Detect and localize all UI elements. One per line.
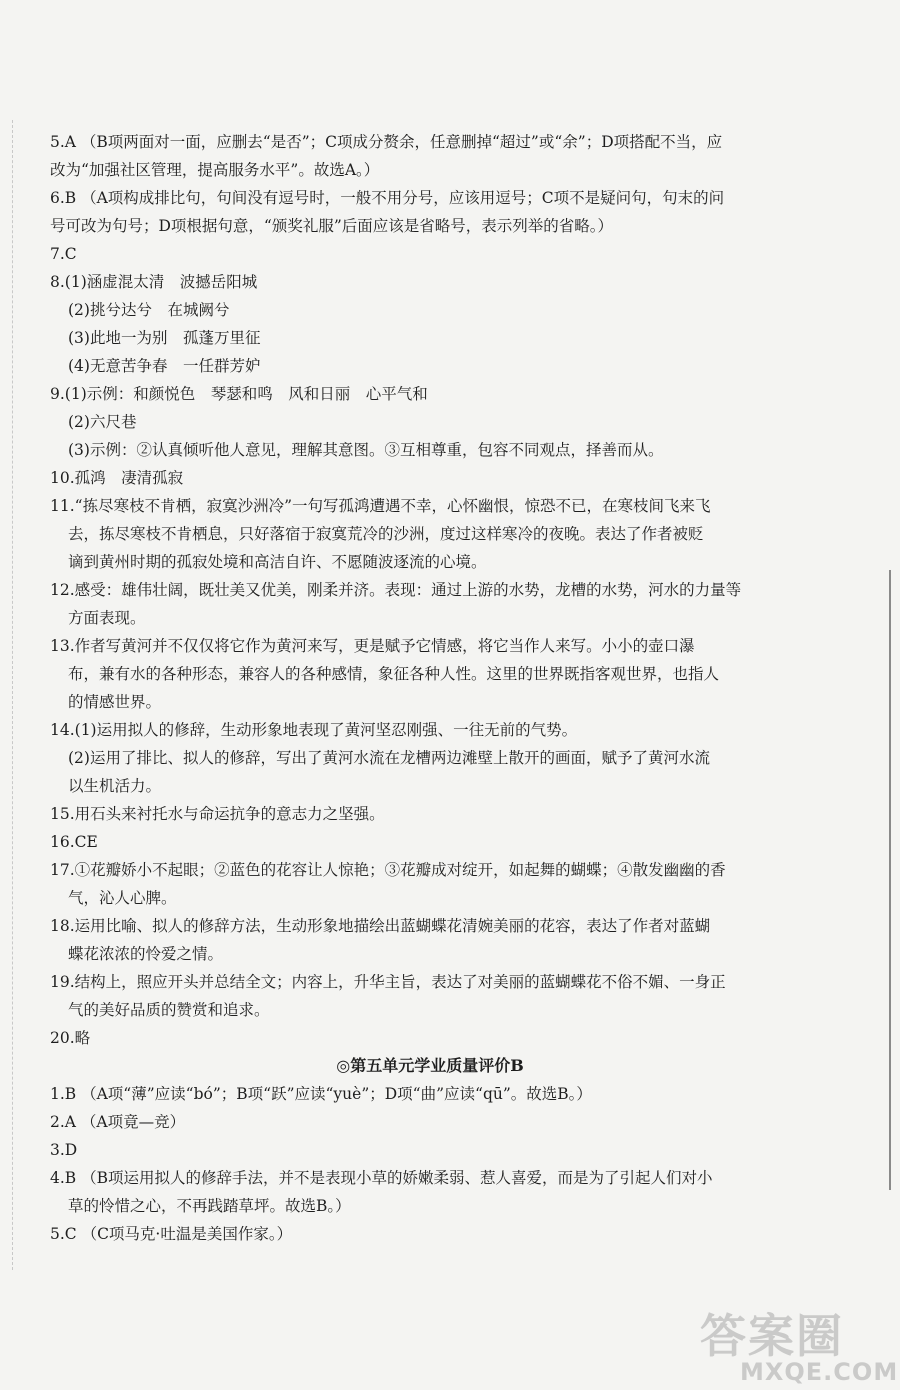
answer-8-part-1: 8.(1)涵虚混太清 波撼岳阳城 xyxy=(50,273,258,291)
answer-8-part-2: (2)挑兮达兮 在城阙兮 xyxy=(68,301,230,319)
answer-20: 20.略 xyxy=(50,1029,91,1047)
answer-9-part-1: 9.(1)示例：和颜悦色 琴瑟和鸣 风和日丽 心平气和 xyxy=(50,385,428,403)
answer-7: 7.C xyxy=(50,245,77,263)
watermark-logo-text: 答案圈 xyxy=(700,1309,844,1363)
answer-11-line-1: 11.“拣尽寒枝不肯栖，寂寞沙洲冷”一句写孤鸿遭遇不幸，心怀幽恨，惊恐不已，在寒枝间飞来飞 xyxy=(50,497,711,515)
answer-19-line-1: 19.结构上，照应开头并总结全文；内容上，升华主旨，表达了对美丽的蓝蝴蝶花不俗不媚、一身正 xyxy=(50,973,726,991)
answer-12-line-1: 12.感受：雄伟壮阔，既壮美又优美，刚柔并济。表现：通过上游的水势，龙槽的水势，河水的力量等 xyxy=(50,581,742,599)
answer-11-line-2: 去，拣尽寒枝不肯栖息，只好落宿于寂寞荒冷的沙洲，度过这样寒冷的夜晚。表达了作者被贬 xyxy=(68,525,704,543)
section-b-answer-1: 1.B （A项“薄”应读“bó”；B项“跃”应读“yuè”；D项“曲”应读“qū”。故选B。） xyxy=(50,1085,592,1103)
site-watermark xyxy=(700,1300,900,1390)
answer-5-line-1: 5.A （B项两面对一面，应删去“是否”；C项成分赘余，任意删掉“超过”或“余”；D项搭配不当，应 xyxy=(50,133,723,151)
answer-6-line-1: 6.B （A项构成排比句，句间没有逗号时，一般不用分号，应该用逗号；C项不是疑问句，句末的问 xyxy=(50,189,725,207)
answer-17-line-2: 气，沁人心脾。 xyxy=(68,889,177,907)
answer-17-line-1: 17.①花瓣娇小不起眼；②蓝色的花容让人惊艳；③花瓣成对绽开，如起舞的蝴蝶；④散发幽幽的香 xyxy=(50,861,726,879)
answer-19-line-2: 气的美好品质的赞赏和追求。 xyxy=(68,1001,270,1019)
section-b-answer-3: 3.D xyxy=(50,1141,78,1159)
answer-18-line-1: 18.运用比喻、拟人的修辞方法，生动形象地描绘出蓝蝴蝶花清婉美丽的花容，表达了作者对蓝蝴 xyxy=(50,917,711,935)
answer-14-part-2-line-1: (2)运用了排比、拟人的修辞，写出了黄河水流在龙槽两边滩壁上散开的画面，赋予了黄河水流 xyxy=(68,749,710,767)
answer-8-part-3: (3)此地一为别 孤蓬万里征 xyxy=(68,329,261,347)
answer-14-part-1: 14.(1)运用拟人的修辞，生动形象地表现了黄河坚忍刚强、一往无前的气势。 xyxy=(50,721,578,739)
binding-margin-line xyxy=(12,120,13,1270)
section-heading: ◎第五单元学业质量评价B xyxy=(336,1056,524,1075)
answer-12-line-2: 方面表现。 xyxy=(68,609,146,627)
answer-9-part-2: (2)六尺巷 xyxy=(68,413,137,431)
answer-15: 15.用石头来衬托水与命运抗争的意志力之坚强。 xyxy=(50,805,385,823)
section-b-answer-2: 2.A （A项竟—竞） xyxy=(50,1113,186,1131)
answer-key-content xyxy=(50,128,810,1248)
answer-5-line-2: 改为“加强社区管理，提高服务水平”。故选A。） xyxy=(50,161,380,179)
section-b-answer-5: 5.C （C项马克·吐温是美国作家。） xyxy=(50,1225,293,1243)
answer-6-line-2: 号可改为句号；D项根据句意，“颁奖礼服”后面应该是省略号，表示列举的省略。） xyxy=(50,217,614,235)
answer-16: 16.CE xyxy=(50,833,98,851)
answer-11-line-3: 谪到黄州时期的孤寂处境和高洁自许、不愿随波逐流的心境。 xyxy=(68,553,487,571)
page-edge-rule xyxy=(889,570,891,1190)
answer-13-line-1: 13.作者写黄河并不仅仅将它作为黄河来写，更是赋予它情感，将它当作人来写。小小的壶口瀑 xyxy=(50,637,695,655)
answer-14-part-2-line-2: 以生机活力。 xyxy=(68,777,162,795)
watermark-url: MXQE.COM xyxy=(740,1358,899,1386)
answer-10: 10.孤鸿 凄清孤寂 xyxy=(50,469,184,487)
section-b-answer-4-line-2: 草的怜惜之心，不再践踏草坪。故选B。） xyxy=(68,1197,351,1215)
answer-9-part-3: (3)示例：②认真倾听他人意见，理解其意图。③互相尊重，包容不同观点，择善而从。 xyxy=(68,441,664,459)
answer-8-part-4: (4)无意苦争春 一任群芳妒 xyxy=(68,357,261,375)
answer-18-line-2: 蝶花浓浓的怜爱之情。 xyxy=(68,945,224,963)
section-b-answer-4-line-1: 4.B （B项运用拟人的修辞手法，并不是表现小草的娇嫩柔弱、惹人喜爱，而是为了引起人们对小 xyxy=(50,1169,713,1187)
answer-13-line-3: 的情感世界。 xyxy=(68,693,162,711)
answer-13-line-2: 布，兼有水的各种形态，兼容人的各种感情，象征各种人性。这里的世界既指客观世界，也指人 xyxy=(68,665,720,683)
